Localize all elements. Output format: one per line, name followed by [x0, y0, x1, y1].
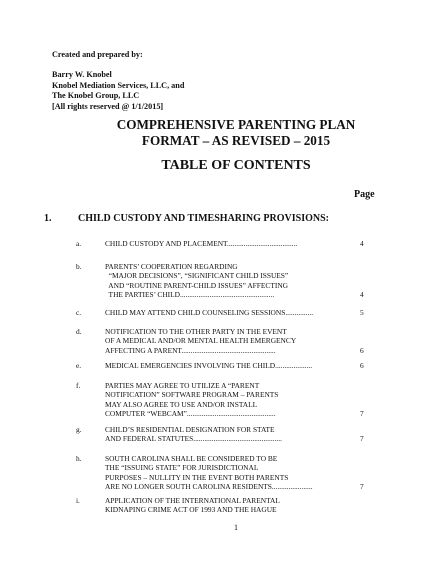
toc-entry-page: 6 [360, 361, 364, 370]
toc-entry-text: PARTIES MAY AGREE TO UTILIZE A “PARENT [105, 381, 260, 390]
toc-entry-text: MAY ALSO AGREE TO USE AND/OR INSTALL [105, 399, 258, 409]
toc-entry-text: PURPOSES – NULLITY IN THE EVENT BOTH PARENTS [105, 472, 289, 482]
toc-entry-text: NOTIFICATION” SOFTWARE PROGRAM – PARENTS [105, 390, 279, 400]
toc-entry-letter: h. [76, 454, 82, 463]
toc-entry-text: THE PARTIES’ CHILD................................................... [105, 290, 275, 300]
credits-prepared-label: Created and prepared by: [52, 50, 143, 59]
title-line-1: COMPREHENSIVE PARENTING PLAN [116, 117, 356, 132]
toc-entry-text: CHILD’S RESIDENTIAL DESIGNATION FOR STATE [105, 425, 275, 434]
toc-entry[interactable] [76, 239, 386, 248]
toc-entry-letter: i. [76, 496, 80, 505]
toc-entry[interactable] [76, 327, 386, 355]
toc-entry-text: AND FEDERAL STATUTES................................................ [105, 434, 282, 444]
credits-line: Barry W. Knobel [52, 70, 112, 80]
title-line-2: FORMAT – AS REVISED – 2015 [141, 133, 331, 148]
toc-entry-text: “MAJOR DECISIONS”, “SIGNIFICANT CHILD ISSUES” [105, 271, 289, 281]
credits-line: Knobel Mediation Services, LLC, and [52, 80, 185, 90]
section-title: CHILD CUSTODY AND TIMESHARING PROVISIONS: [78, 213, 329, 224]
toc-entry-text: SOUTH CAROLINA SHALL BE CONSIDERED TO BE [105, 454, 278, 463]
document-title [0, 117, 440, 149]
toc-entry-letter: b. [76, 262, 82, 271]
toc-entry-letter: a. [76, 239, 82, 248]
toc-entry-letter: c. [76, 308, 82, 317]
toc-entry-letter: g. [76, 425, 82, 434]
toc-entry-text: MEDICAL EMERGENCIES INVOLVING THE CHILD.................... [105, 361, 313, 370]
page-number: 1 [234, 523, 238, 532]
toc-entry-text: AFFECTING A PARENT................................................... [105, 345, 276, 355]
toc-entry-text: THE “ISSUING STATE” FOR JURISDICTIONAL [105, 463, 259, 473]
toc-entry[interactable] [76, 454, 386, 492]
section-number: 1. [44, 213, 52, 224]
toc-entry-text: NOTIFICATION TO THE OTHER PARTY IN THE EVENT [105, 327, 287, 336]
section-heading [44, 213, 414, 224]
credits-line: [All rights reserved @ 1/1/2015] [52, 101, 164, 111]
toc-entry[interactable] [76, 308, 386, 317]
credits-block [52, 50, 272, 112]
toc-entry-page: 4 [360, 290, 364, 300]
toc-entry-letter: f. [76, 381, 81, 390]
toc-entry-page: 6 [360, 345, 364, 355]
toc-entry-page: 7 [360, 409, 364, 419]
toc-entry-page: 5 [360, 308, 364, 317]
toc-entry-page: 7 [360, 482, 364, 492]
toc-entry-text: PARENTS’ COOPERATION REGARDING [105, 262, 238, 271]
toc-entry-letter: e. [76, 361, 82, 370]
toc-entry-letter: d. [76, 327, 82, 336]
toc-entry[interactable] [76, 381, 386, 419]
toc-entry-text: OF A MEDICAL AND/OR MENTAL HEALTH EMERGENCY [105, 336, 297, 346]
toc-entry-text: AND “ROUTINE PARENT-CHILD ISSUES” AFFECTING [105, 280, 288, 290]
toc-entry[interactable] [76, 496, 386, 515]
page-column-label: Page [354, 189, 375, 200]
toc-entry-text: CHILD CUSTODY AND PLACEMENT...................................... [105, 239, 298, 248]
toc-entry-page: 4 [360, 239, 364, 248]
toc-entry-page: 7 [360, 434, 364, 444]
toc-entry[interactable] [76, 425, 386, 444]
toc-entry-text: COMPUTER “WEBCAM”................................................ [105, 409, 276, 419]
toc-entry[interactable] [76, 361, 386, 370]
toc-entry-text: CHILD MAY ATTEND CHILD COUNSELING SESSIONS............... [105, 308, 314, 317]
credits-line: The Knobel Group, LLC [52, 91, 140, 101]
toc-entry-text: KIDNAPING CRIME ACT OF 1993 AND THE HAGUE [105, 505, 277, 515]
toc-heading: TABLE OF CONTENTS [161, 158, 311, 173]
toc-entry[interactable] [76, 262, 386, 300]
toc-entry-text: ARE NO LONGER SOUTH CAROLINA RESIDENTS...................... [105, 482, 313, 492]
toc-entry-text: APPLICATION OF THE INTERNATIONAL PARENTAL [105, 496, 280, 505]
